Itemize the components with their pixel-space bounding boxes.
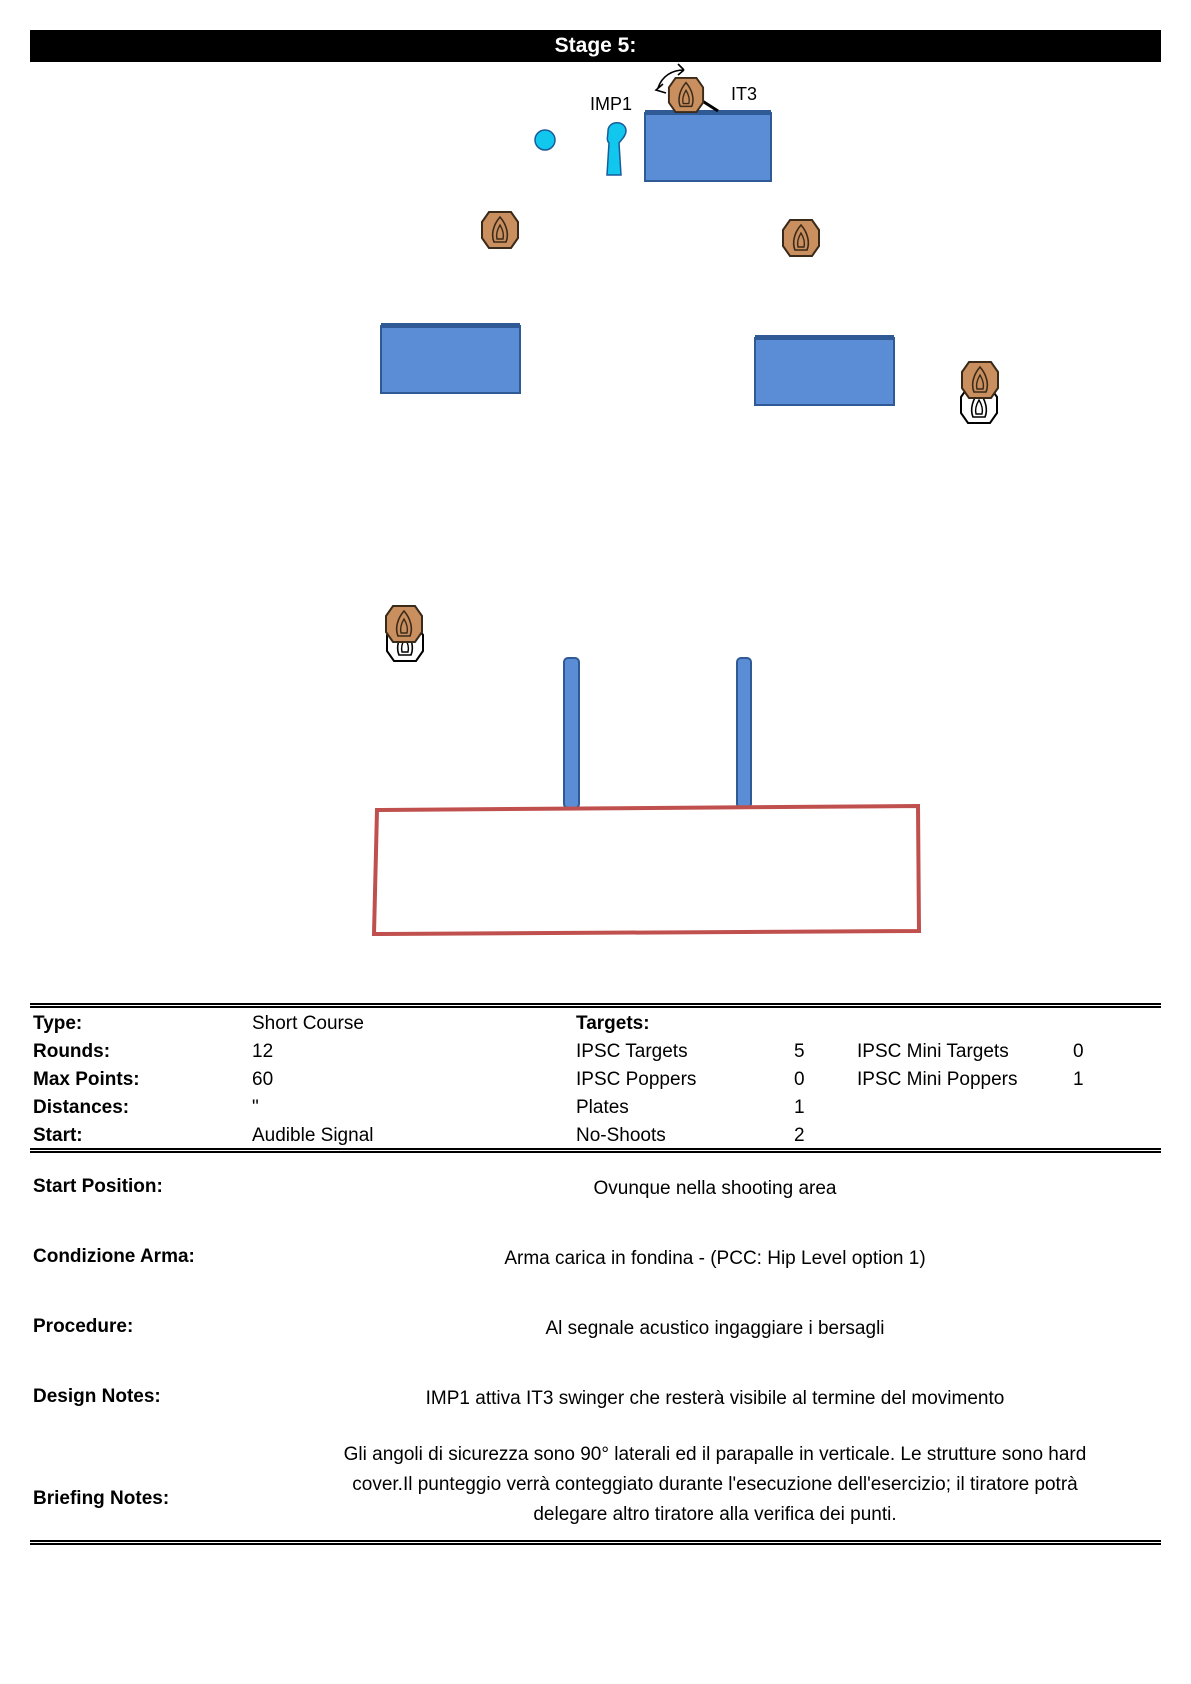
mini-target-name: IPSC Mini Poppers (857, 1069, 1018, 1090)
stage-diagram (0, 62, 1191, 962)
ipsc-target-right-upper (783, 220, 819, 256)
post-left (564, 658, 579, 808)
target-count: 5 (794, 1041, 805, 1062)
wall-left (381, 323, 520, 393)
imp1-label: IMP1 (590, 94, 633, 114)
shooting-area (374, 806, 919, 934)
start-label: Start: (33, 1125, 83, 1146)
wall-right (755, 335, 894, 405)
stage-title: Stage 5: (30, 30, 1161, 62)
procedure-value: Al segnale acustico ingaggiare i bersagli (545, 1318, 885, 1339)
stage-summary (30, 1010, 1161, 1150)
briefing-line: Gli angoli di sicurezza sono 90° laterali ed il parapalle in verticale. Le strutture sono hard (343, 1444, 1087, 1465)
procedure-label: Procedure: (33, 1316, 134, 1337)
condizione-label: Condizione Arma: (33, 1246, 195, 1267)
plate (535, 130, 555, 150)
maxpoints-value: 60 (252, 1069, 274, 1090)
divider-middle (30, 1148, 1161, 1153)
design-label: Design Notes: (33, 1386, 161, 1407)
briefing-value (270, 1440, 1160, 1530)
start-value: Audible Signal (252, 1125, 374, 1146)
design-value: IMP1 attiva IT3 swinger che resterà visibile al termine del movimento (425, 1388, 1005, 1409)
target-name: IPSC Targets (576, 1041, 688, 1062)
mini-target-name: IPSC Mini Targets (857, 1041, 1009, 1062)
it3-target (669, 78, 703, 112)
briefing-label: Briefing Notes: (33, 1488, 170, 1509)
mini-target-count: 1 (1073, 1069, 1084, 1090)
mini-target-count: 0 (1073, 1041, 1084, 1062)
targets-label: Targets: (576, 1013, 650, 1034)
start-position-value: Ovunque nella shooting area (593, 1178, 837, 1199)
target-count: 0 (794, 1069, 805, 1090)
type-label: Type: (33, 1013, 83, 1034)
briefing-line: delegare altro tiratore alla verifica dei punti. (533, 1504, 897, 1525)
target-name: No-Shoots (576, 1125, 666, 1146)
divider-bottom (30, 1540, 1161, 1545)
distances-label: Distances: (33, 1097, 130, 1118)
post-right (737, 658, 751, 808)
ipsc-target-left-lower (386, 606, 422, 642)
rounds-label: Rounds: (33, 1041, 111, 1062)
target-name: Plates (576, 1097, 629, 1118)
target-count: 1 (794, 1097, 805, 1118)
briefing-line: cover.Il punteggio verrà conteggiato durante l'esecuzione dell'esercizio; il tiratore potrà (352, 1474, 1078, 1495)
it3-label: IT3 (731, 84, 758, 104)
maxpoints-label: Max Points: (33, 1069, 140, 1090)
ipsc-target-right-lower (962, 362, 998, 398)
ipsc-target-left-upper (482, 212, 518, 248)
target-name: IPSC Poppers (576, 1069, 697, 1090)
imp1-popper (607, 123, 626, 175)
distances-value: " (252, 1097, 259, 1118)
divider-top (30, 1003, 1161, 1008)
start-position-label: Start Position: (33, 1176, 163, 1197)
type-value: Short Course (252, 1013, 364, 1034)
wall-top (645, 110, 771, 181)
condizione-value: Arma carica in fondina - (PCC: Hip Level option 1) (504, 1248, 926, 1269)
rounds-value: 12 (252, 1041, 274, 1062)
target-count: 2 (794, 1125, 805, 1146)
